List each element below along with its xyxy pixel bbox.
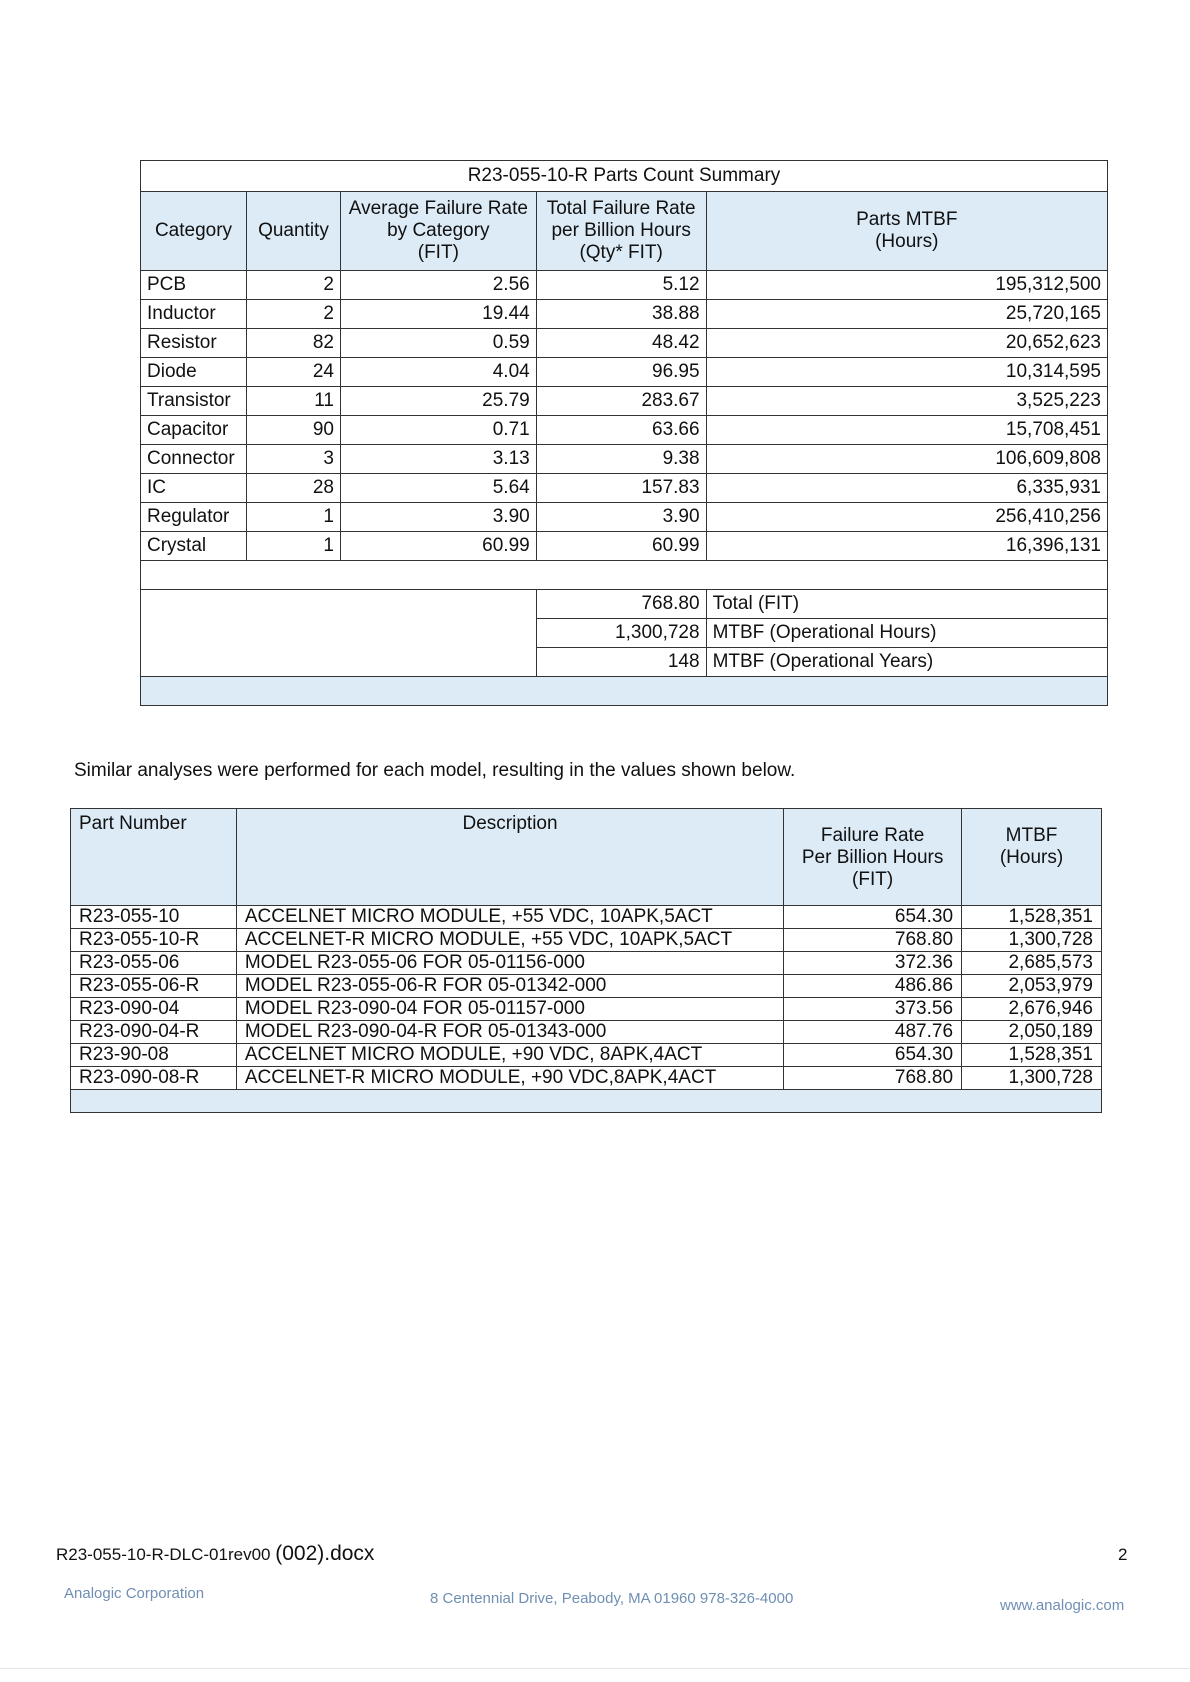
model-part-number: R23-090-08-R [71, 1067, 237, 1090]
analysis-sentence: Similar analyses were performed for each model, resulting in the values shown below. [74, 760, 796, 781]
footer-website: www.analogic.com [1000, 1597, 1125, 1614]
row-quantity: 90 [246, 416, 340, 445]
model-description: ACCELNET MICRO MODULE, +55 VDC, 10APK,5ACT [236, 906, 783, 929]
model-part-number: R23-055-06 [71, 952, 237, 975]
model-description: MODEL R23-090-04-R FOR 05-01343-000 [236, 1021, 783, 1044]
row-total-rate: 5.12 [536, 271, 706, 300]
model-row [71, 1067, 1102, 1090]
model-row [71, 929, 1102, 952]
summary-row [141, 329, 1108, 358]
model-description: ACCELNET MICRO MODULE, +90 VDC, 8APK,4ACT [236, 1044, 783, 1067]
model-part-number: R23-055-10 [71, 906, 237, 929]
model-description: MODEL R23-055-06-R FOR 05-01342-000 [236, 975, 783, 998]
model-failure-rate: 654.30 [784, 1044, 962, 1067]
model-part-number: R23-090-04-R [71, 1021, 237, 1044]
row-mtbf: 6,335,931 [706, 474, 1107, 503]
mtbf-hours-value: 1,300,728 [536, 619, 706, 648]
row-mtbf: 15,708,451 [706, 416, 1107, 445]
row-average-rate: 4.04 [340, 358, 536, 387]
row-category: Connector [141, 445, 247, 474]
row-total-rate: 3.90 [536, 503, 706, 532]
page-number: 2 [1118, 1545, 1128, 1564]
header-category: Category [141, 192, 247, 271]
model-description: MODEL R23-055-06 FOR 05-01156-000 [236, 952, 783, 975]
totals-row-fit [141, 590, 1108, 619]
row-category: Regulator [141, 503, 247, 532]
header-parts-mtbf: Parts MTBF (Hours) [706, 192, 1107, 271]
row-total-rate: 283.67 [536, 387, 706, 416]
row-average-rate: 0.71 [340, 416, 536, 445]
model-part-number: R23-90-08 [71, 1044, 237, 1067]
header-total-failure-rate: Total Failure Rate per Billion Hours (Qty* FIT) [536, 192, 706, 271]
row-category: PCB [141, 271, 247, 300]
row-mtbf: 195,312,500 [706, 271, 1107, 300]
model-mtbf: 2,053,979 [962, 975, 1102, 998]
filename-extension: (002).docx [275, 1542, 375, 1565]
summary-row [141, 416, 1108, 445]
model-part-number: R23-055-10-R [71, 929, 237, 952]
model-failure-rate: 654.30 [784, 906, 962, 929]
summary-row [141, 358, 1108, 387]
row-quantity: 28 [246, 474, 340, 503]
row-mtbf: 20,652,623 [706, 329, 1107, 358]
summary-table-title: R23-055-10-R Parts Count Summary [141, 161, 1108, 192]
total-fit-label: Total (FIT) [706, 590, 1107, 619]
models-table [70, 808, 1102, 1113]
header-quantity: Quantity [246, 192, 340, 271]
model-row [71, 1021, 1102, 1044]
row-category: Resistor [141, 329, 247, 358]
model-mtbf: 1,528,351 [962, 1044, 1102, 1067]
row-average-rate: 3.90 [340, 503, 536, 532]
model-failure-rate: 487.76 [784, 1021, 962, 1044]
row-quantity: 1 [246, 532, 340, 561]
header-part-number: Part Number [71, 809, 237, 906]
row-quantity: 11 [246, 387, 340, 416]
row-average-rate: 0.59 [340, 329, 536, 358]
row-mtbf: 16,396,131 [706, 532, 1107, 561]
header-average-failure-rate: Average Failure Rate by Category (FIT) [340, 192, 536, 271]
summary-shaded-footer-row [141, 677, 1108, 706]
summary-row [141, 445, 1108, 474]
row-quantity: 82 [246, 329, 340, 358]
row-mtbf: 106,609,808 [706, 445, 1107, 474]
row-total-rate: 96.95 [536, 358, 706, 387]
model-row [71, 906, 1102, 929]
header-mtbf: MTBF (Hours) [962, 809, 1102, 906]
model-mtbf: 2,685,573 [962, 952, 1102, 975]
row-category: Inductor [141, 300, 247, 329]
model-row [71, 952, 1102, 975]
model-part-number: R23-055-06-R [71, 975, 237, 998]
row-total-rate: 38.88 [536, 300, 706, 329]
model-mtbf: 1,300,728 [962, 929, 1102, 952]
model-row [71, 975, 1102, 998]
page-edge-divider [0, 1668, 1190, 1669]
summary-row [141, 474, 1108, 503]
summary-row [141, 300, 1108, 329]
summary-row [141, 271, 1108, 300]
row-total-rate: 9.38 [536, 445, 706, 474]
row-category: IC [141, 474, 247, 503]
header-description: Description [236, 809, 783, 906]
footer-company: Analogic Corporation [64, 1585, 205, 1602]
row-quantity: 2 [246, 300, 340, 329]
row-total-rate: 60.99 [536, 532, 706, 561]
mtbf-hours-label: MTBF (Operational Hours) [706, 619, 1107, 648]
summary-row [141, 532, 1108, 561]
row-quantity: 3 [246, 445, 340, 474]
model-failure-rate: 372.36 [784, 952, 962, 975]
model-mtbf: 2,050,189 [962, 1021, 1102, 1044]
models-shaded-footer-row [71, 1090, 1102, 1113]
model-row [71, 998, 1102, 1021]
model-failure-rate: 768.80 [784, 929, 962, 952]
row-average-rate: 60.99 [340, 532, 536, 561]
summary-row [141, 503, 1108, 532]
row-category: Transistor [141, 387, 247, 416]
header-failure-rate: Failure Rate Per Billion Hours (FIT) [784, 809, 962, 906]
row-mtbf: 3,525,223 [706, 387, 1107, 416]
row-category: Capacitor [141, 416, 247, 445]
row-total-rate: 157.83 [536, 474, 706, 503]
row-average-rate: 25.79 [340, 387, 536, 416]
row-total-rate: 63.66 [536, 416, 706, 445]
model-description: MODEL R23-090-04 FOR 05-01157-000 [236, 998, 783, 1021]
row-category: Crystal [141, 532, 247, 561]
row-mtbf: 256,410,256 [706, 503, 1107, 532]
model-failure-rate: 768.80 [784, 1067, 962, 1090]
filename-base: R23-055-10-R-DLC-01rev00 [56, 1545, 271, 1564]
model-row [71, 1044, 1102, 1067]
row-average-rate: 5.64 [340, 474, 536, 503]
mtbf-years-value: 148 [536, 648, 706, 677]
model-mtbf: 1,528,351 [962, 906, 1102, 929]
footer-address: 8 Centennial Drive, Peabody, MA 01960 978-326-4000 [430, 1590, 794, 1607]
model-part-number: R23-090-04 [71, 998, 237, 1021]
row-mtbf: 10,314,595 [706, 358, 1107, 387]
model-description: ACCELNET-R MICRO MODULE, +55 VDC, 10APK,5ACT [236, 929, 783, 952]
summary-spacer-row [141, 561, 1108, 590]
model-description: ACCELNET-R MICRO MODULE, +90 VDC,8APK,4ACT [236, 1067, 783, 1090]
total-fit-value: 768.80 [536, 590, 706, 619]
row-average-rate: 19.44 [340, 300, 536, 329]
row-average-rate: 3.13 [340, 445, 536, 474]
row-quantity: 1 [246, 503, 340, 532]
row-quantity: 24 [246, 358, 340, 387]
row-category: Diode [141, 358, 247, 387]
row-mtbf: 25,720,165 [706, 300, 1107, 329]
summary-row [141, 387, 1108, 416]
row-average-rate: 2.56 [340, 271, 536, 300]
model-mtbf: 2,676,946 [962, 998, 1102, 1021]
mtbf-years-label: MTBF (Operational Years) [706, 648, 1107, 677]
row-total-rate: 48.42 [536, 329, 706, 358]
parts-count-summary-table [140, 160, 1108, 706]
document-filename [56, 1542, 374, 1566]
model-failure-rate: 486.86 [784, 975, 962, 998]
model-failure-rate: 373.56 [784, 998, 962, 1021]
row-quantity: 2 [246, 271, 340, 300]
model-mtbf: 1,300,728 [962, 1067, 1102, 1090]
